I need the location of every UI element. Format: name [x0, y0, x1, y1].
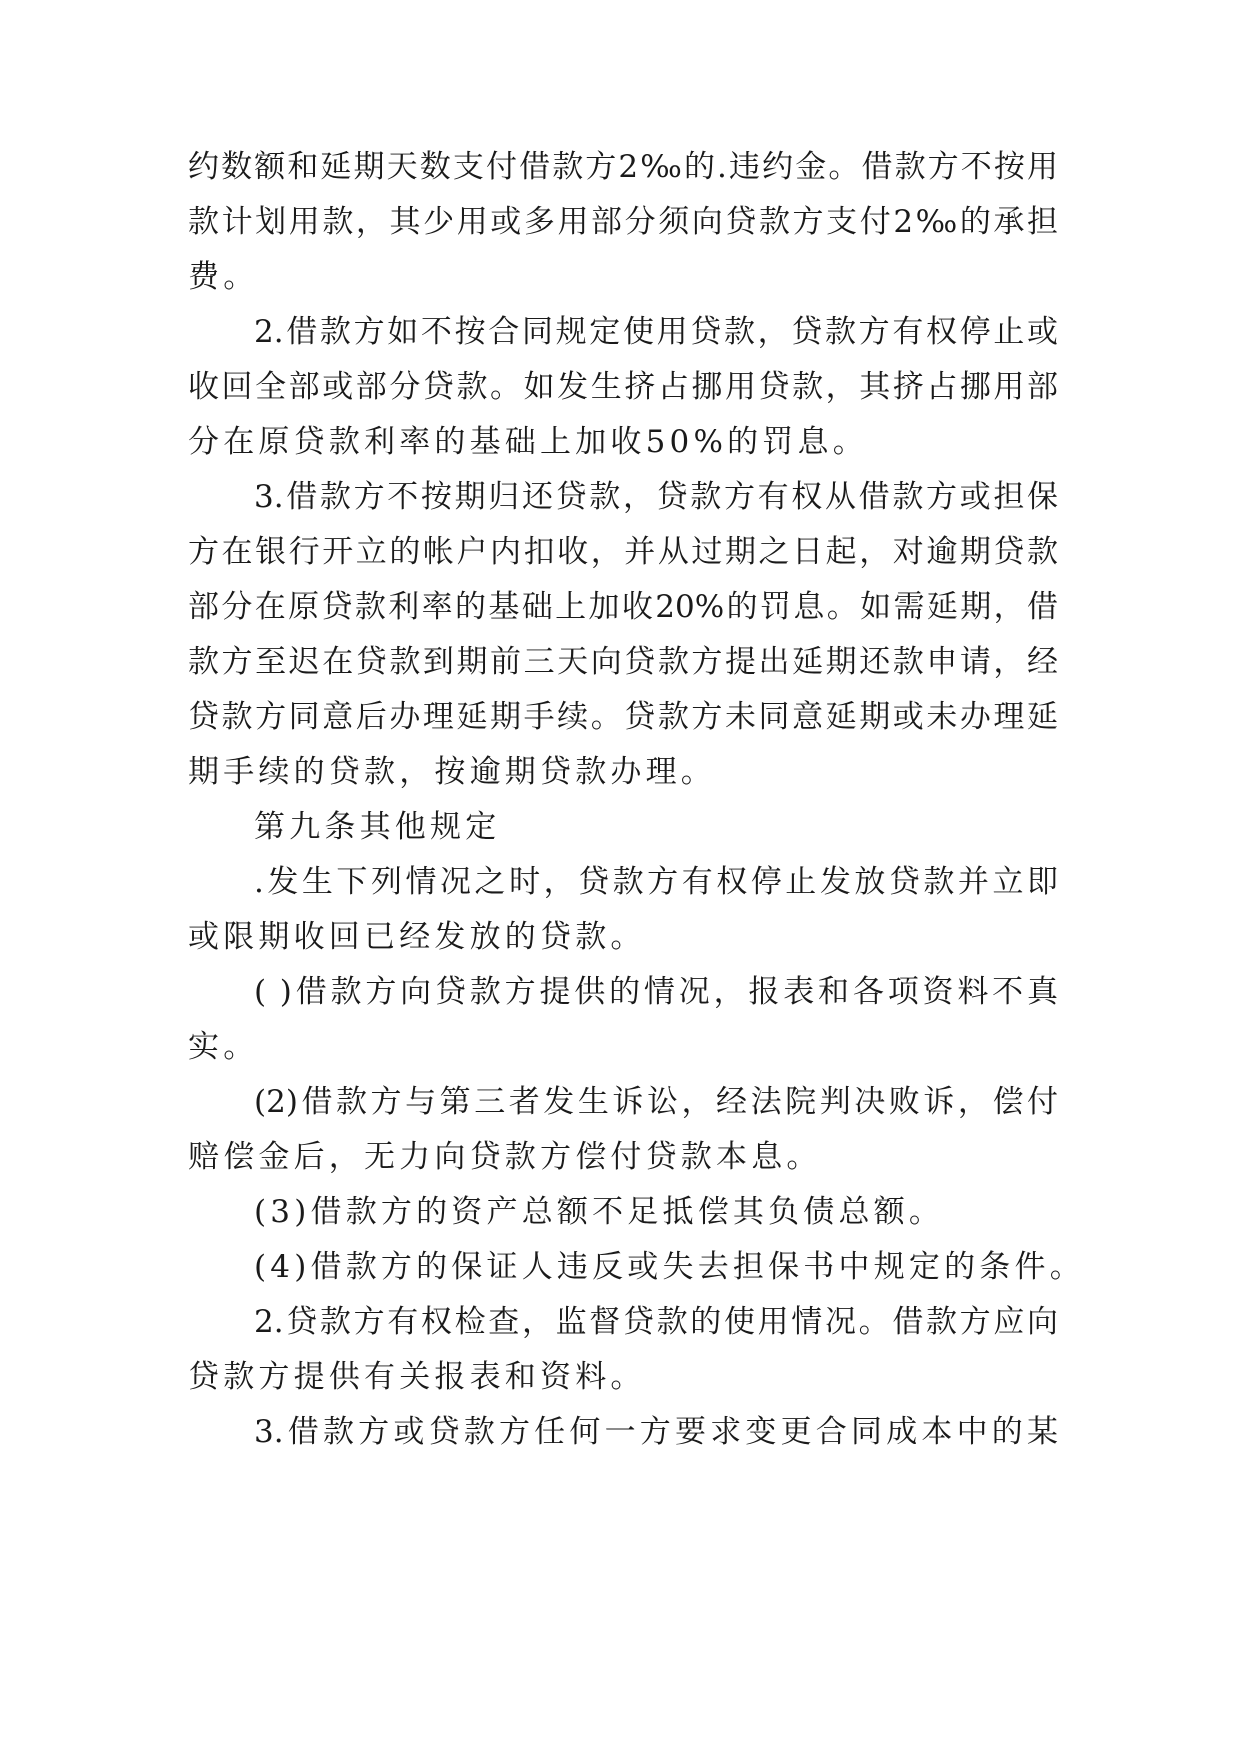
text-line: 期手续的贷款，按逾期贷款办理。: [188, 754, 716, 790]
text-line: 费。: [188, 259, 259, 295]
text-line: 方在银行开立的帐户内扣收，并从过期之日起，对逾期贷款: [188, 534, 1058, 570]
text-line: ( )借款方向贷款方提供的情况，报表和各项资料不真: [254, 974, 1058, 1010]
text-line: 贷款方提供有关报表和资料。: [188, 1359, 646, 1395]
text-line: 款计划用款，其少用或多用部分须向贷款方支付2‰的承担: [188, 204, 1058, 240]
text-line: 3.借款方不按期归还贷款，贷款方有权从借款方或担保: [254, 479, 1058, 515]
text-line: 款方至迟在贷款到期前三天向贷款方提出延期还款申请，经: [188, 644, 1058, 680]
text-line: 贷款方同意后办理延期手续。贷款方未同意延期或未办理延: [188, 699, 1058, 735]
text-line: 2.贷款方有权检查，监督贷款的使用情况。借款方应向: [254, 1304, 1058, 1340]
text-line: 2.借款方如不按合同规定使用贷款，贷款方有权停止或: [254, 314, 1058, 350]
text-line: 赔偿金后，无力向贷款方偿付贷款本息。: [188, 1139, 822, 1175]
text-line: 或限期收回已经发放的贷款。: [188, 919, 646, 955]
text-line: 实。: [188, 1029, 259, 1065]
text-line: .发生下列情况之时，贷款方有权停止发放贷款并立即: [254, 864, 1058, 900]
text-line: (2)借款方与第三者发生诉讼，经法院判决败诉，偿付: [254, 1084, 1058, 1120]
text-line: 收回全部或部分贷款。如发生挤占挪用贷款，其挤占挪用部: [188, 369, 1058, 405]
section-heading: 第九条其他规定: [254, 809, 501, 845]
text-line: 3.借款方或贷款方任何一方要求变更合同成本中的某: [254, 1414, 1058, 1450]
text-line: (4)借款方的保证人违反或失去担保书中规定的条件。: [254, 1249, 1085, 1285]
text-line: 部分在原贷款利率的基础上加收20%的罚息。如需延期，借: [188, 589, 1058, 625]
text-line: 分在原贷款利率的基础上加收50%的罚息。: [188, 424, 868, 460]
text-line: (3)借款方的资产总额不足抵偿其负债总额。: [254, 1194, 945, 1230]
text-line: 约数额和延期天数支付借款方2‰的.违约金。借款方不按用: [188, 149, 1058, 185]
